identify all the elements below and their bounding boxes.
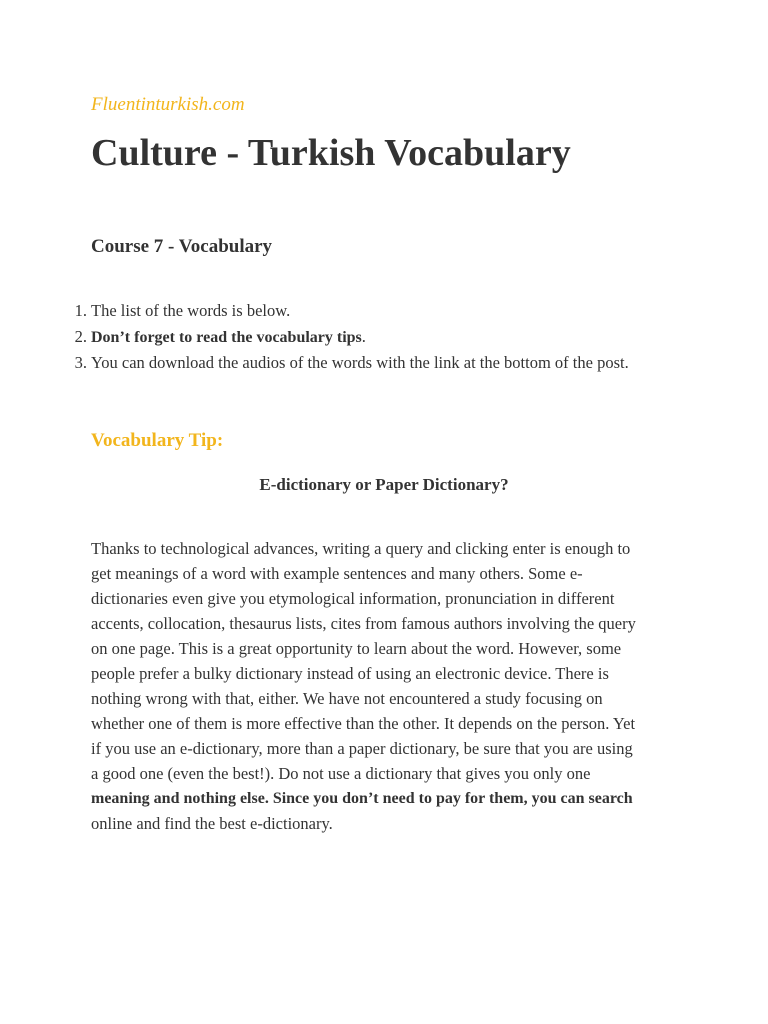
body-line: get meanings of a word with example sentences and many others. Some e- bbox=[91, 564, 583, 583]
body-line: online and find the best e-dictionary. bbox=[91, 814, 333, 833]
list-number: 1. bbox=[74, 301, 87, 320]
list-item bbox=[74, 350, 629, 376]
body-line: people prefer a bulky dictionary instead of using an electronic device. There is bbox=[91, 664, 609, 683]
body-line: accents, collocation, thesaurus lists, cites from famous authors involving the query bbox=[91, 614, 636, 633]
course-title: Course 7 - Vocabulary bbox=[91, 236, 273, 257]
list-item-text: The list of the words is below. bbox=[91, 301, 291, 320]
list-number: 2. bbox=[74, 326, 87, 346]
body-line: on one page. This is a great opportunity to learn about the word. However, some bbox=[91, 639, 622, 658]
tip-body bbox=[91, 536, 679, 836]
body-line: if you use an e-dictionary, more than a paper dictionary, be sure that you are using bbox=[91, 739, 633, 758]
intro-list bbox=[74, 298, 629, 376]
body-line: nothing wrong with that, either. We have not encountered a study focusing on bbox=[91, 689, 603, 708]
body-line: whether one of them is more effective than the other. It depends on the person. Yet bbox=[91, 714, 636, 733]
body-line: Thanks to technological advances, writing a query and clicking enter is enough to bbox=[91, 539, 631, 558]
list-item-suffix: . bbox=[361, 326, 366, 346]
page-title: Culture - Turkish Vocabulary bbox=[91, 132, 571, 174]
list-item bbox=[74, 324, 629, 351]
body-line: a good one (even the best!). Do not use a dictionary that gives you only one bbox=[91, 764, 591, 783]
tip-heading: Vocabulary Tip: bbox=[91, 430, 224, 451]
tip-subtitle: E-dictionary or Paper Dictionary? bbox=[259, 475, 509, 494]
list-number: 3. bbox=[74, 353, 87, 372]
list-item bbox=[74, 298, 629, 324]
site-link[interactable]: Fluentinturkish.com bbox=[91, 94, 245, 115]
body-line-bold: meaning and nothing else. Since you don’t need to pay for them, you can search bbox=[91, 790, 633, 807]
body-line: dictionaries even give you etymological information, pronunciation in different bbox=[91, 589, 615, 608]
list-item-text: You can download the audios of the words with the link at the bottom of the post. bbox=[91, 353, 629, 372]
list-item-text: Don’t forget to read the vocabulary tips bbox=[91, 328, 362, 346]
